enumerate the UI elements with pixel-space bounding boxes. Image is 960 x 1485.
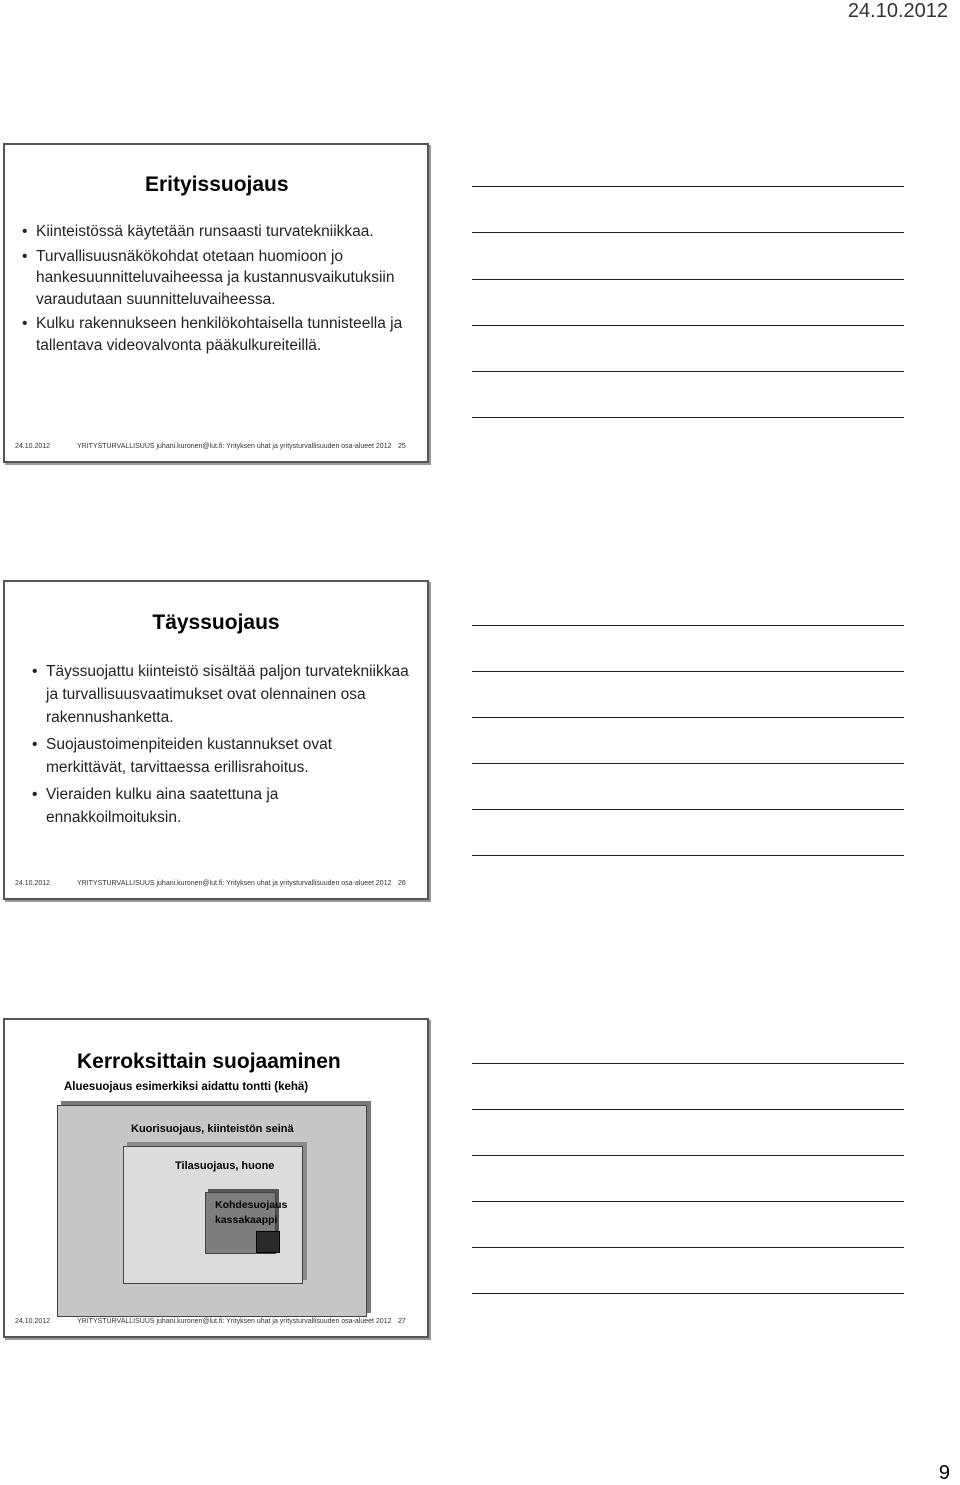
footer-text: YRITYSTURVALLISUUS juhani.kuronen@lut.fi: Yrityksen uhat ja yritysturvallisuuden osa-alueet 2012 bbox=[77, 1318, 392, 1325]
slide-number: 26 bbox=[398, 880, 406, 887]
note-line bbox=[472, 1109, 904, 1110]
bullet-icon: • bbox=[32, 663, 38, 680]
bullet-list bbox=[32, 660, 416, 833]
note-line bbox=[472, 625, 904, 626]
slide-title: Täyssuojaus bbox=[152, 611, 280, 634]
slide-26 bbox=[3, 580, 429, 900]
note-line bbox=[472, 279, 904, 280]
note-line bbox=[472, 325, 904, 326]
footer-date: 24.10.2012 bbox=[15, 880, 51, 887]
bullet-item: • Suojaustoimenpiteiden kustannukset ovat merkittävät, tarvittaessa erillisrahoitus. bbox=[46, 733, 416, 779]
note-line bbox=[472, 417, 904, 418]
note-line bbox=[472, 671, 904, 672]
slide-number: 25 bbox=[398, 443, 406, 450]
slide-subtitle: Aluesuojaus esimerkiksi aidattu tontti (kehä) bbox=[64, 1081, 309, 1093]
slide-footer bbox=[5, 1318, 427, 1328]
bullet-item: • Vieraiden kulku aina saatettuna ja ennakkoilmoituksin. bbox=[46, 783, 416, 829]
note-line bbox=[472, 717, 904, 718]
note-line bbox=[472, 809, 904, 810]
page-number: 9 bbox=[938, 1462, 950, 1484]
note-line bbox=[472, 1063, 904, 1064]
slide-title: Erityissuojaus bbox=[145, 173, 289, 196]
note-line bbox=[472, 371, 904, 372]
note-line bbox=[472, 186, 904, 187]
footer-date: 24.10.2012 bbox=[15, 443, 51, 450]
note-line bbox=[472, 1247, 904, 1248]
bullet-icon: • bbox=[32, 786, 38, 803]
bullet-icon: • bbox=[32, 736, 38, 753]
bullet-list bbox=[22, 221, 416, 359]
footer-date: 24.10.2012 bbox=[15, 1318, 51, 1325]
note-line bbox=[472, 763, 904, 764]
note-line bbox=[472, 855, 904, 856]
footer-text: YRITYSTURVALLISUUS juhani.kuronen@lut.fi: Yrityksen uhat ja yritysturvallisuuden osa-alueet 2012 bbox=[77, 443, 392, 450]
safe-icon bbox=[256, 1231, 280, 1253]
note-line bbox=[472, 1293, 904, 1294]
slide-number: 27 bbox=[398, 1318, 406, 1325]
slide-title: Kerroksittain suojaaminen bbox=[77, 1050, 341, 1073]
layer-label-kohde: Kohdesuojaus kassakaappi bbox=[215, 1199, 288, 1226]
note-line bbox=[472, 1155, 904, 1156]
layer-label-kuori: Kuorisuojaus, kiinteistön seinä bbox=[131, 1123, 294, 1135]
slide-footer bbox=[5, 443, 427, 453]
bullet-item: • Kulku rakennukseen henkilökohtaisella tunnisteella ja tallentava videovalvonta pääkulkureiteillä. bbox=[22, 315, 403, 354]
bullet-icon: • bbox=[22, 315, 28, 332]
layer-label-tila: Tilasuojaus, huone bbox=[175, 1160, 275, 1172]
bullet-icon: • bbox=[22, 247, 28, 265]
note-line bbox=[472, 1201, 904, 1202]
bullet-item: • Kiinteistössä käytetään runsaasti turvatekniikkaa. bbox=[36, 221, 416, 243]
slide-27 bbox=[3, 1018, 429, 1338]
bullet-item: • Täyssuojattu kiinteistö sisältää paljon turvatekniikkaa ja turvallisuusvaatimukset ovat olennainen osa rakennushanketta. bbox=[46, 660, 416, 729]
bullet-item: • Turvallisuusnäkökohdat otetaan huomioon jo hankesuunnitteluvaiheessa ja kustannusvaikutuksiin varaudutaan suunnitteluvaiheessa. bbox=[22, 247, 395, 308]
slide-footer bbox=[5, 880, 427, 890]
note-line bbox=[472, 232, 904, 233]
slide-25 bbox=[3, 143, 429, 463]
footer-text: YRITYSTURVALLISUUS juhani.kuronen@lut.fi: Yrityksen uhat ja yritysturvallisuuden osa-alueet 2012 bbox=[77, 880, 392, 887]
bullet-icon: • bbox=[22, 223, 28, 240]
page-date: 24.10.2012 bbox=[847, 0, 948, 22]
